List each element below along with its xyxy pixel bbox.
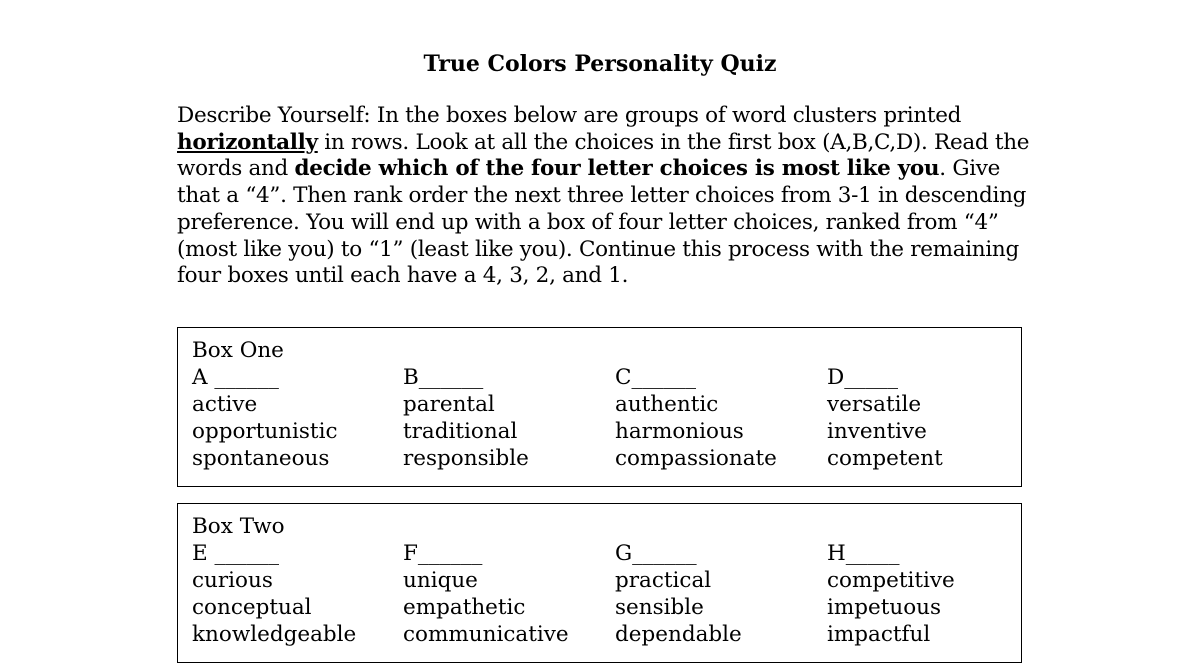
choice-label: C______	[615, 365, 696, 390]
choice-column-h	[827, 540, 955, 648]
choice-label: D_____	[827, 365, 898, 390]
choice-label: E ______	[192, 541, 280, 566]
choice-label: F______	[403, 541, 483, 566]
choice-word: competitive	[827, 568, 955, 593]
choice-column-d	[827, 364, 943, 472]
instructions-emphasis-decide: decide which of the four letter choices is most like you	[294, 156, 940, 182]
choice-word: spontaneous	[192, 446, 330, 471]
choice-word: communicative	[403, 622, 569, 647]
choice-word: curious	[192, 568, 273, 593]
choice-label: H_____	[827, 541, 900, 566]
choice-column-c	[615, 364, 777, 472]
choice-label: A ______	[192, 365, 279, 390]
choice-column-a	[192, 364, 338, 472]
choice-column-e	[192, 540, 356, 648]
instructions-text-3: . Give that a “4”. Then rank order the next three letter choices from 3-1 in descending preference. You will end up with a box of four letter choices, ranked from “4” (most like you) to “1” (least like you). Continue this process with the remaining four boxes until each have a 4, 3, 2, and 1.	[177, 156, 1027, 289]
choice-word: knowledgeable	[192, 622, 357, 647]
choice-word: opportunistic	[192, 419, 338, 444]
choice-column-g	[615, 540, 742, 648]
choice-word: impactful	[827, 622, 931, 647]
choice-label: B______	[403, 365, 484, 390]
choice-word: conceptual	[192, 595, 312, 620]
instructions-emphasis-horizontally: horizontally	[177, 129, 318, 155]
choice-column-f	[403, 540, 569, 648]
choice-word: empathetic	[403, 595, 526, 620]
quiz-box-one	[177, 327, 1022, 487]
choice-word: inventive	[827, 419, 927, 444]
choice-word: compassionate	[615, 446, 777, 471]
choice-word: sensible	[615, 595, 704, 620]
choice-word: traditional	[403, 419, 518, 444]
choice-word: authentic	[615, 392, 719, 417]
choice-word: versatile	[827, 392, 922, 417]
choice-word: impetuous	[827, 595, 942, 620]
choice-column-b	[403, 364, 529, 472]
choice-word: practical	[615, 568, 712, 593]
choice-word: competent	[827, 446, 943, 471]
choice-label: G______	[615, 541, 697, 566]
box-heading: Box Two	[192, 514, 285, 539]
choice-word: parental	[403, 392, 495, 417]
choice-word: dependable	[615, 622, 742, 647]
choice-word: responsible	[403, 446, 529, 471]
instructions-text-1: Describe Yourself: In the boxes below are groups of word clusters printed	[177, 103, 962, 128]
instructions-paragraph	[177, 103, 1037, 290]
instructions-text-2: in rows. Look at all the choices in the first box (A,B,C,D). Read the words and	[177, 129, 1030, 182]
choice-word: active	[192, 392, 258, 417]
page-title: True Colors Personality Quiz	[423, 51, 777, 77]
box-heading: Box One	[192, 338, 284, 363]
choice-word: harmonious	[615, 419, 744, 444]
choice-word: unique	[403, 568, 478, 593]
quiz-box-two	[177, 503, 1022, 663]
